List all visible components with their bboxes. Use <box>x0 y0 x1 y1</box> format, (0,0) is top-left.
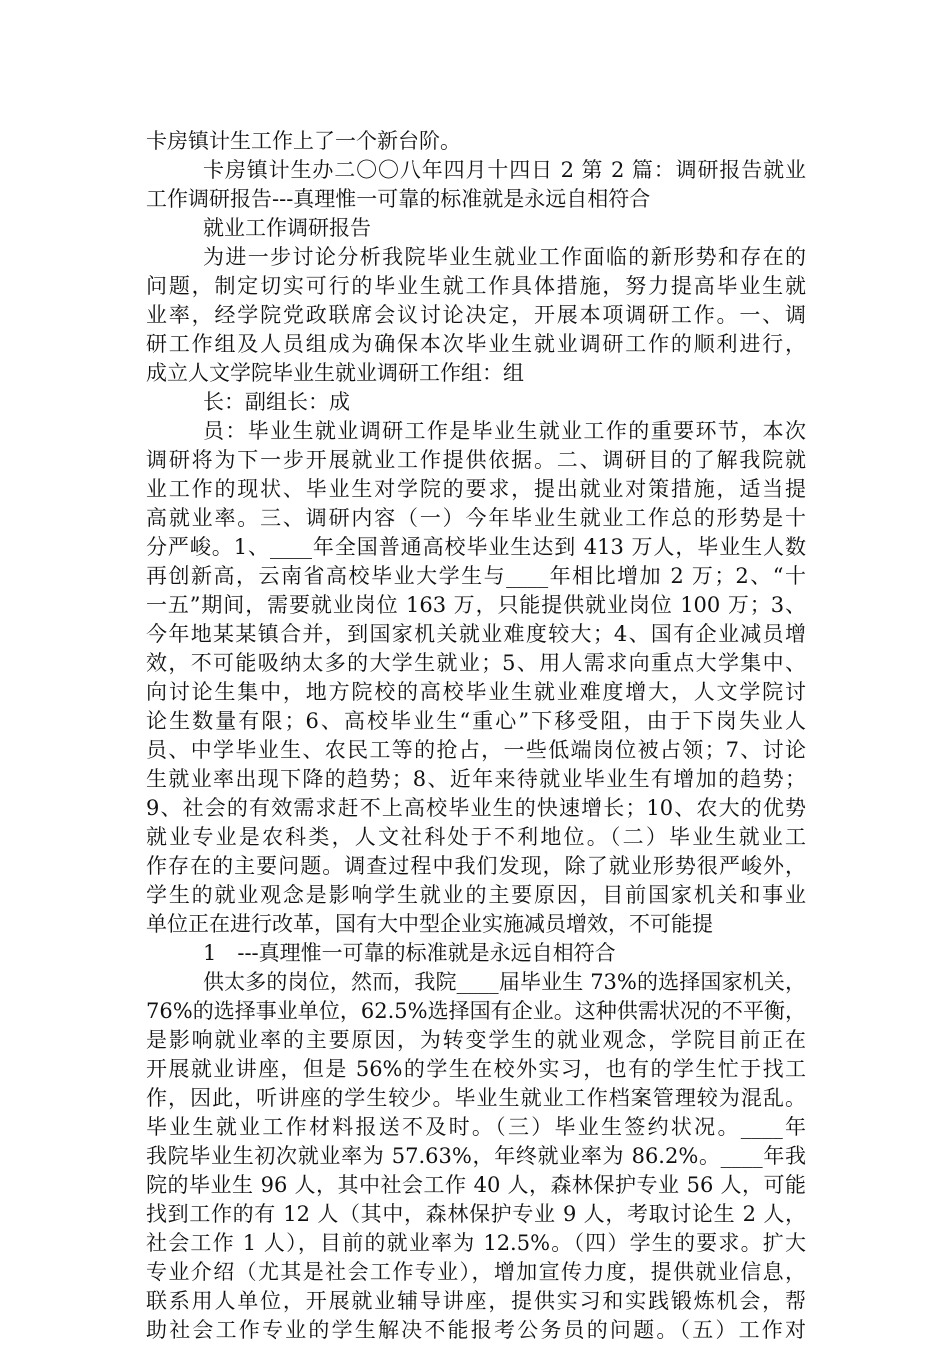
text-line: 是影响就业率的主要原因，为转变学生的就业观念，学院目前正在 <box>146 1028 806 1052</box>
text-line: 卡房镇计生办二〇〇八年四月十四日 2 第 2 篇：调研报告就业 <box>203 158 806 182</box>
text-line: 员：毕业生就业调研工作是毕业生就业工作的重要环节，本次 <box>203 419 806 443</box>
text-line: 卡房镇计生工作上了一个新台阶。 <box>146 129 461 153</box>
text-line: 调研将为下一步开展就业工作提供依据。二、调研目的了解我院就 <box>146 448 806 472</box>
text-line: 向讨论生集中，地方院校的高校毕业生就业难度增大，人文学院讨 <box>146 680 806 704</box>
text-line: 成立人文学院毕业生就业调研工作组：组 <box>146 361 524 385</box>
text-line: 问题，制定切实可行的毕业生就工作具体措施，努力提高毕业生就 <box>146 274 806 298</box>
text-line: 为进一步讨论分析我院毕业生就业工作面临的新形势和存在的 <box>203 245 806 269</box>
text-line: 就业专业是农科类，人文社科处于不利地位。（二）毕业生就业工 <box>146 825 806 849</box>
text-line: 作，因此，听讲座的学生较少。毕业生就业工作档案管理较为混乱。 <box>146 1086 806 1110</box>
text-line: 社会工作 1 人），目前的就业率为 12.5%。（四）学生的要求。扩大 <box>146 1231 806 1255</box>
text-line: 供太多的岗位，然而，我院____届毕业生 73%的选择国家机关， <box>203 970 806 994</box>
section-heading: 就业工作调研报告 <box>203 216 371 240</box>
text-line: 再创新高，云南省高校毕业大学生与____年相比增加 2 万；2、“十 <box>146 564 806 588</box>
text-line: 院的毕业生 96 人，其中社会工作 40 人，森林保护专业 56 人，可能 <box>146 1173 806 1197</box>
text-line: 员、中学毕业生、农民工等的抢占，一些低端岗位被占领；7、讨论 <box>146 738 806 762</box>
text-line: 效，不可能吸纳太多的大学生就业；5、用人需求向重点大学集中、 <box>146 651 806 675</box>
text-line: 联系用人单位，开展就业辅导讲座，提供实习和实践锻炼机会，帮 <box>146 1289 806 1313</box>
text-line: 76%的选择事业单位，62.5%选择国有企业。这种供需状况的不平衡， <box>146 999 806 1023</box>
text-line: 业工作的现状、毕业生对学院的要求，提出就业对策措施，适当提 <box>146 477 806 501</box>
text-line: 我院毕业生初次就业率为 57.63%，年终就业率为 86.2%。____年我 <box>146 1144 806 1168</box>
text-line: 9、社会的有效需求赶不上高校毕业生的快速增长；10、农大的优势 <box>146 796 806 820</box>
text-line: 生就业率出现下降的趋势；8、近年来待就业毕业生有增加的趋势； <box>146 767 806 791</box>
text-line: 单位正在进行改革，国有大中型企业实施减员增效，不可能提 <box>146 912 713 936</box>
text-line: 找到工作的有 12 人（其中，森林保护专业 9 人，考取讨论生 2 人， <box>146 1202 806 1226</box>
text-line: 研工作组及人员组成为确保本次毕业生就业调研工作的顺利进行， <box>146 332 806 356</box>
text-line: 助社会工作专业的学生解决不能报考公务员的问题。（五）工作对 <box>146 1318 806 1342</box>
text-line: 业率，经学院党政联席会议讨论决定，开展本项调研工作。一、调 <box>146 303 806 327</box>
text-line: 一五”期间，需要就业岗位 163 万，只能提供就业岗位 100 万；3、 <box>146 593 806 617</box>
text-line: 毕业生就业工作材料报送不及时。（三）毕业生签约状况。____年 <box>146 1115 806 1139</box>
text-line: 分严峻。1、____年全国普通高校毕业生达到 413 万人，毕业生人数 <box>146 535 806 559</box>
page-footer: 1 ---真理惟一可靠的标准就是永远自相符合 <box>203 941 616 965</box>
text-line: 工作调研报告---真理惟一可靠的标准就是永远自相符合 <box>146 187 651 211</box>
text-line: 专业介绍（尤其是社会工作专业），增加宣传力度，提供就业信息， <box>146 1260 806 1284</box>
text-line: 开展就业讲座，但是 56%的学生在校外实习，也有的学生忙于找工 <box>146 1057 806 1081</box>
text-line: 高就业率。三、调研内容（一）今年毕业生就业工作总的形势是十 <box>146 506 806 530</box>
text-line: 作存在的主要问题。调查过程中我们发现，除了就业形势很严峻外， <box>146 854 806 878</box>
text-line: 学生的就业观念是影响学生就业的主要原因，目前国家机关和事业 <box>146 883 806 907</box>
text-line: 长：副组长：成 <box>203 390 350 414</box>
text-line: 论生数量有限；6、高校毕业生“重心”下移受阻，由于下岗失业人 <box>146 709 806 733</box>
text-line: 今年地某某镇合并，到国家机关就业难度较大；4、国有企业减员增 <box>146 622 806 646</box>
